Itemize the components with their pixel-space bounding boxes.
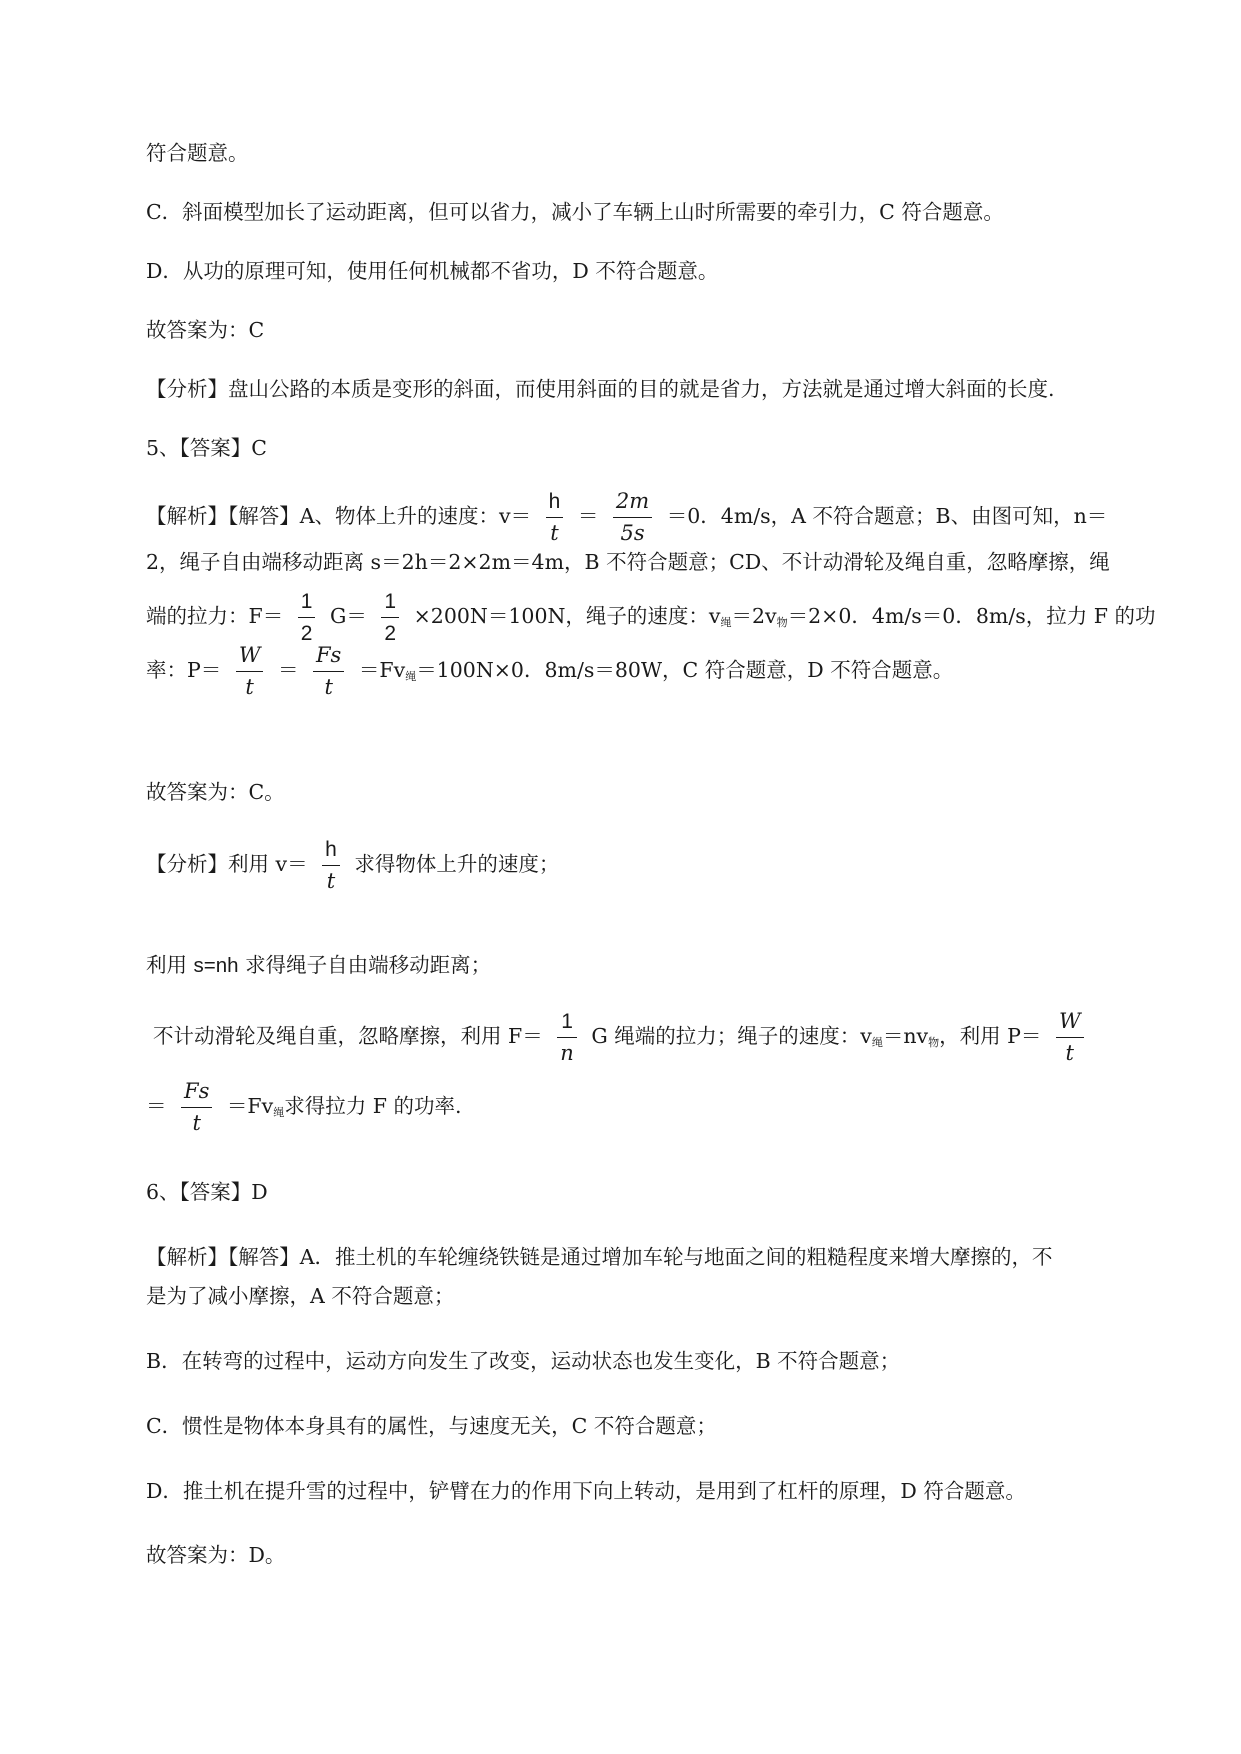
fraction-numerator: h bbox=[325, 838, 337, 861]
fraction-numerator: h bbox=[548, 490, 561, 513]
fraction-1-over-2 bbox=[381, 591, 399, 644]
formula-line bbox=[146, 1081, 1156, 1134]
subscript-object: 物 bbox=[776, 616, 788, 629]
text-span: ＝2v bbox=[731, 604, 777, 628]
text-line: 故答案为：D。 bbox=[146, 1543, 286, 1567]
text-span: ＝2×0．4m/s＝0．8m/s，拉力 F 的功 bbox=[787, 604, 1156, 628]
fraction-denominator: t bbox=[324, 675, 333, 699]
subscript-rope: 绳 bbox=[871, 1036, 883, 1049]
subscript-rope: 绳 bbox=[720, 616, 732, 629]
text-span: ＝100N×0．8m/s＝80W，C 符合题意，D 不符合题意。 bbox=[416, 658, 954, 682]
fraction-denominator: t bbox=[1065, 1041, 1074, 1065]
formula-line bbox=[153, 1011, 1163, 1064]
text-span: G＝ bbox=[329, 604, 367, 628]
text-span: 求得绳子自由端移动距离； bbox=[238, 953, 492, 977]
fraction-denominator: t bbox=[192, 1111, 201, 1135]
text-line: 故答案为：C bbox=[146, 318, 265, 342]
text-line: 符合题意。 bbox=[146, 141, 249, 165]
fraction-numerator: 1 bbox=[561, 1010, 573, 1033]
formula-line bbox=[146, 591, 1156, 644]
text-line: 故答案为：C。 bbox=[146, 780, 285, 804]
formula-span: s=nh bbox=[193, 954, 239, 977]
text-span: ＝ bbox=[277, 658, 299, 682]
text-span: 求得拉力 F 的功率. bbox=[284, 1094, 462, 1118]
text-span: ＝nv bbox=[882, 1024, 929, 1048]
fraction-numerator: Fs bbox=[315, 643, 342, 667]
fraction-numerator: W bbox=[1058, 1009, 1081, 1033]
fraction-numerator: 1 bbox=[300, 590, 313, 613]
fraction-numerator: Fs bbox=[184, 1079, 210, 1103]
fraction-w-over-t bbox=[1056, 1011, 1084, 1064]
text-line: 【解析】【解答】A．推土机的车轮缠绕铁链是通过增加车轮与地面之间的粗糙程度来增大摩擦的，不 bbox=[146, 1245, 1053, 1269]
text-span: ，利用 P＝ bbox=[939, 1024, 1042, 1048]
fraction-1-over-2 bbox=[298, 591, 316, 644]
fraction-denominator: t bbox=[326, 869, 336, 893]
answer-heading-5: 5、【答案】C bbox=[146, 436, 267, 460]
text-span: ＝Fv bbox=[358, 658, 406, 682]
text-span: 利用 bbox=[146, 953, 194, 977]
text-span: 端的拉力：F＝ bbox=[146, 604, 284, 628]
text-span: ＝Fv bbox=[226, 1094, 274, 1118]
subscript-rope: 绳 bbox=[405, 670, 417, 683]
text-span: 率：P＝ bbox=[146, 658, 222, 682]
subscript-rope: 绳 bbox=[273, 1106, 285, 1119]
text-span: ＝0．4m/s，A 不符合题意；B、由图可知，n＝ bbox=[666, 504, 1108, 528]
fraction-denominator: 5s bbox=[620, 521, 645, 545]
fraction-denominator: 2 bbox=[300, 622, 313, 645]
text-line: D．推土机在提升雪的过程中，铲臂在力的作用下向上转动，是用到了杠杆的原理，D 符合题意。 bbox=[146, 1479, 1026, 1503]
fraction-numerator: 2m bbox=[615, 489, 650, 513]
fraction-h-over-t bbox=[322, 839, 340, 892]
fraction-1-over-n bbox=[557, 1011, 577, 1064]
text-span: ＝ bbox=[146, 1094, 167, 1118]
fraction-denominator: 2 bbox=[384, 622, 397, 645]
text-span: 【解析】【解答】A、物体上升的速度：v＝ bbox=[146, 504, 532, 528]
fraction-w-over-t bbox=[236, 645, 264, 698]
subscript-object: 物 bbox=[928, 1036, 940, 1049]
formula-line bbox=[146, 645, 1156, 698]
fraction-denominator: n bbox=[560, 1041, 574, 1065]
text-line: 【分析】盘山公路的本质是变形的斜面，而使用斜面的目的就是省力，方法就是通过增大斜面的长度. bbox=[146, 377, 1055, 401]
answer-heading-6: 6、【答案】D bbox=[146, 1180, 268, 1204]
text-line: 2，绳子自由端移动距离 s＝2h＝2×2m＝4m，B 不符合题意；CD、不计动滑轮及绳自重，忽略摩擦，绳 bbox=[146, 550, 1110, 574]
formula-line bbox=[146, 491, 1156, 544]
text-span: G 绳端的拉力；绳子的速度：v bbox=[591, 1024, 872, 1048]
text-line: B．在转弯的过程中，运动方向发生了改变，运动状态也发生变化，B 不符合题意； bbox=[146, 1349, 901, 1373]
fraction-denominator: t bbox=[245, 675, 254, 699]
text-span: ＝ bbox=[577, 504, 599, 528]
formula-line bbox=[146, 839, 1156, 892]
text-line bbox=[146, 955, 1156, 977]
text-line: C．惯性是物体本身具有的属性，与速度无关，C 不符合题意； bbox=[146, 1414, 717, 1438]
text-line: 是为了减小摩擦，A 不符合题意； bbox=[146, 1284, 455, 1308]
fraction-2m-over-5s bbox=[613, 491, 652, 544]
text-span: 【分析】利用 v＝ bbox=[146, 852, 308, 876]
fraction-h-over-t bbox=[546, 491, 564, 544]
fraction-denominator: t bbox=[550, 521, 559, 545]
text-line: D．从功的原理可知，使用任何机械都不省功，D 不符合题意。 bbox=[146, 259, 719, 283]
fraction-numerator: 1 bbox=[384, 590, 397, 613]
fraction-numerator: W bbox=[238, 643, 261, 667]
text-span: 求得物体上升的速度； bbox=[354, 852, 560, 876]
text-span: 不计动滑轮及绳自重，忽略摩擦，利用 F＝ bbox=[153, 1024, 543, 1048]
fraction-fs-over-t bbox=[313, 645, 344, 698]
fraction-fs-over-t bbox=[181, 1081, 212, 1134]
text-span: ×200N＝100N，绳子的速度：v bbox=[413, 604, 721, 628]
text-line: C．斜面模型加长了运动距离，但可以省力，减小了车辆上山时所需要的牵引力，C 符合题意。 bbox=[146, 200, 1004, 224]
